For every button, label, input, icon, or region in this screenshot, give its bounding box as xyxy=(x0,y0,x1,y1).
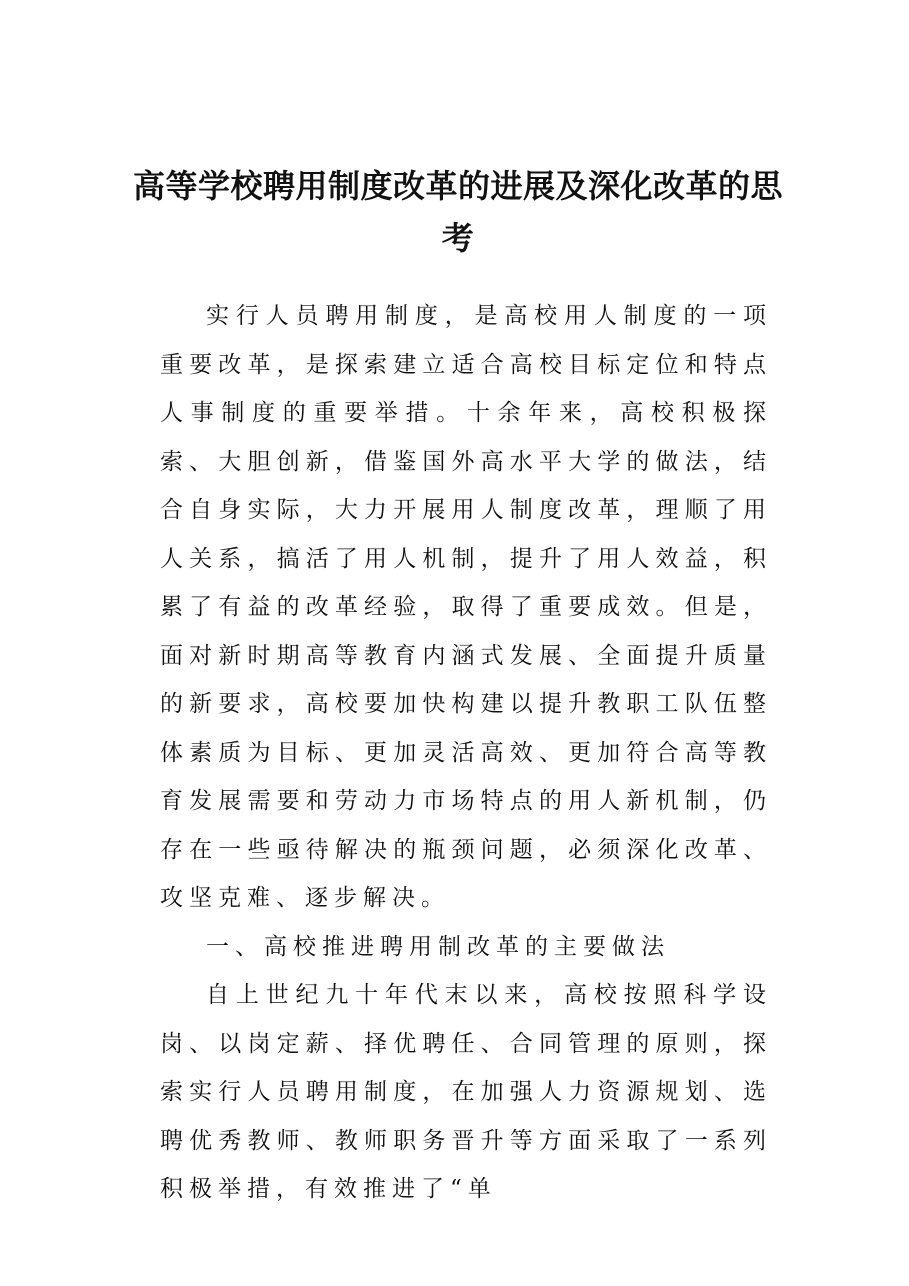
section-heading: 一、高校推进聘用制改革的主要做法 xyxy=(206,933,670,960)
paragraph-intro: 实行人员聘用制度，是高校用人制度的一项重要改革，是探索建立适合高校目标定位和特点人事制度的重要举措。十余年来，高校积极探索、大胆创新，借鉴国外高水平大学的做法，结合自身实际，大力开展用人制度改革，理顺了用人关系，搞活了用人机制，提升了用人效益，积累了有益的改革经验，取得了重要成效。但是，面对新时期高等教育内涵式发展、全面提升质量的新要求，高校要加快构建以提升教职工队伍整体素质为目标、更加灵活高效、更加符合高等教育发展需要和劳动力市场特点的用人新机制，仍存在一些亟待解决的瓶颈问题，必须深化改革、攻坚克难、逐步解决。 xyxy=(160,303,772,911)
document-title: 高等学校聘用制度改革的进展及深化改革的思考 xyxy=(132,167,783,257)
document-body xyxy=(160,292,772,1214)
paragraph-section-1: 自上世纪九十年代末以来，高校按照科学设岗、以岗定薪、择优聘任、合同管理的原则，探索实行人员聘用制度，在加强人力资源规划、选聘优秀教师、教师职务晋升等方面采取了一系列积极举措，有效推进了“单 xyxy=(160,982,772,1202)
